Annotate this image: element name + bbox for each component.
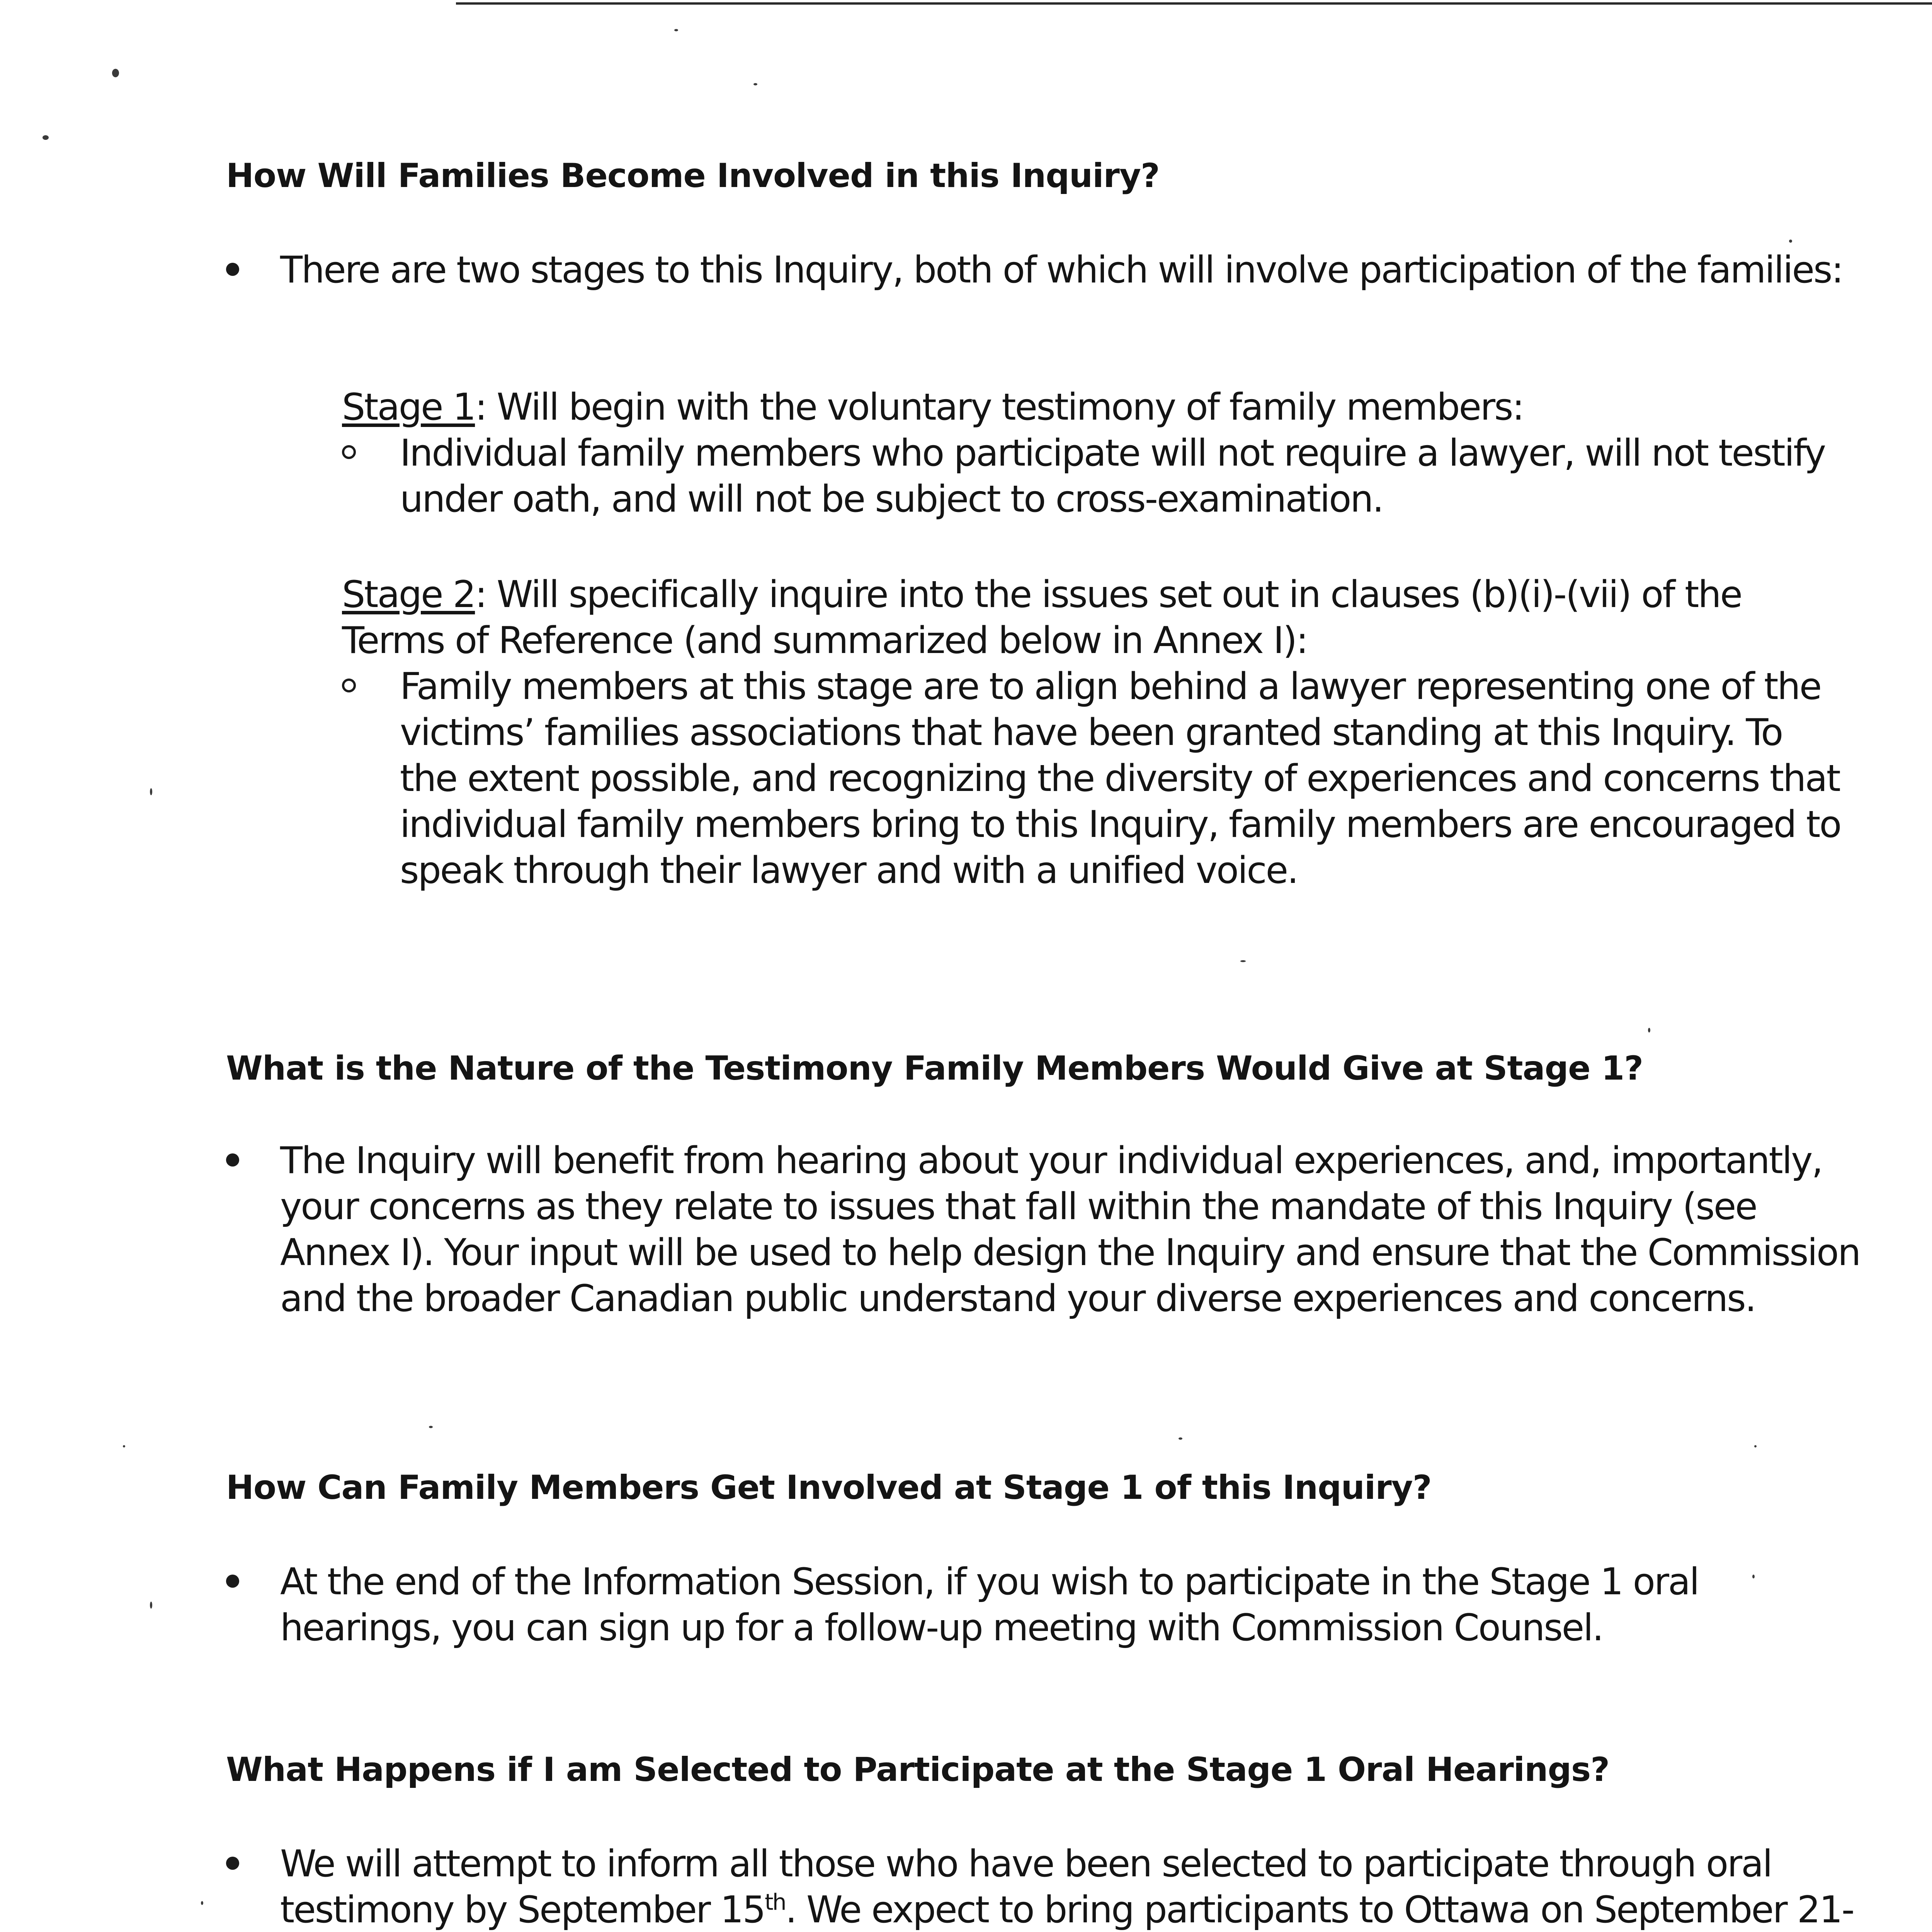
- bullet-text-part: . We expect to bring participants to Ottawa on September 21-: [785, 1889, 1854, 1931]
- stage-intro-text: : Will specifically inquire into the issues set out in clauses (b)(i)-(vii) of the Terms of Reference (and summarized below in Annex I):: [342, 573, 1742, 662]
- page-top-border: [456, 2, 1932, 5]
- bullet-icon: [226, 1153, 239, 1167]
- hollow-bullet-icon: [342, 445, 356, 459]
- bullet-text: At the end of the Information Session, if you wish to participate in the Stage 1 oral hearings, you can sign up for a follow-up meeting with Commission Counsel.: [280, 1561, 1699, 1649]
- bullet-text-part: We will attempt to inform all those who have been selected to participate through oral testimony by September 15: [280, 1843, 1772, 1931]
- bullet-text: There are two stages to this Inquiry, both of which will involve participation of the families:: [280, 249, 1843, 291]
- stage-label: Stage 1: [342, 386, 475, 429]
- hollow-bullet-icon: [342, 679, 356, 692]
- section-heading: How Will Families Become Involved in this Inquiry?: [226, 156, 1160, 195]
- scan-speck: [1648, 1028, 1650, 1032]
- scan-speck: [150, 788, 152, 795]
- ordinal-suffix: th: [765, 1889, 786, 1915]
- stage-1-block: [342, 384, 1849, 522]
- stage-intro: [342, 572, 1849, 664]
- scan-speck: [112, 69, 119, 77]
- scan-speck: [1754, 1445, 1757, 1447]
- bullet-text: [280, 1841, 1864, 1932]
- stage-label: Stage 2: [342, 573, 475, 616]
- sub-list-item: [342, 430, 1849, 522]
- bullet-icon: [226, 1575, 239, 1588]
- stage-intro-text: : Will begin with the voluntary testimony of family members:: [475, 386, 1524, 429]
- scan-speck: [753, 83, 757, 85]
- sub-item-text: Individual family members who participate will not require a lawyer, will not testify under oath, and will not be subject to cross-examination.: [400, 432, 1825, 520]
- section-heading: What is the Nature of the Testimony Family Members Would Give at Stage 1?: [226, 1049, 1643, 1088]
- scan-speck: [43, 135, 49, 140]
- scan-speck: [674, 29, 678, 31]
- scan-speck: [1240, 960, 1246, 962]
- section-heading: How Can Family Members Get Involved at Stage 1 of this Inquiry?: [226, 1468, 1432, 1507]
- sub-item-text: Family members at this stage are to align behind a lawyer representing one of the victims’ families associations that have been granted standing at this Inquiry. To the extent possible, and recognizing the diversity of experiences and concerns that individual family members bring to this Inquiry, family members are encouraged to speak through their lawyer and with a unified voice.: [400, 665, 1841, 892]
- bullet-text: The Inquiry will benefit from hearing about your individual experiences, and, importantly, your concerns as they relate to issues that fall within the mandate of this Inquiry (see Annex I). Your input will be used to help design the Inquiry and ensure that the Commission and the broader Canadian public understand your diverse experiences and concerns.: [280, 1139, 1860, 1320]
- scan-speck: [123, 1445, 125, 1447]
- scan-speck: [1179, 1437, 1182, 1440]
- bullet-icon: [226, 263, 239, 276]
- stage-2-block: [342, 572, 1849, 894]
- section-heading: What Happens if I am Selected to Participate at the Stage 1 Oral Hearings?: [226, 1750, 1610, 1789]
- stage-intro: [342, 384, 1849, 430]
- scan-speck: [429, 1426, 433, 1428]
- scan-speck: [1789, 240, 1792, 243]
- bullet-icon: [226, 1857, 239, 1870]
- sub-list-item: [342, 664, 1849, 894]
- scan-speck: [150, 1602, 152, 1609]
- scan-speck: [201, 1901, 203, 1905]
